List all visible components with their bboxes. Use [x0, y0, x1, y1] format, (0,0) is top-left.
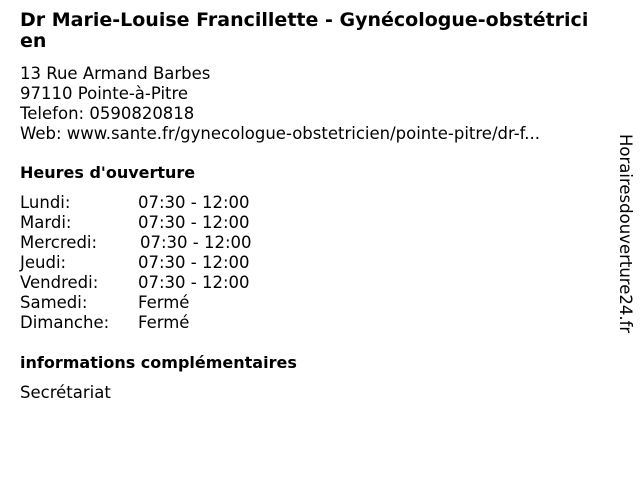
- info-heading: informations complémentaires: [20, 353, 297, 372]
- day-label: Mardi:: [20, 213, 72, 232]
- opening-hours-table: [20, 193, 252, 333]
- page-title: Dr Marie-Louise Francillette - Gynécologue-obstétricien: [20, 9, 589, 52]
- hours-row-sunday: [20, 313, 252, 333]
- day-label: Samedi:: [20, 293, 88, 312]
- website-link[interactable]: Web: www.sante.fr/gynecologue-obstetricien/pointe-pitre/dr-f...: [20, 124, 540, 143]
- city-address: 97110 Pointe-à-Pitre: [20, 84, 189, 103]
- street-address: 13 Rue Armand Barbes: [20, 64, 211, 83]
- hours-row-monday: [20, 193, 252, 213]
- time-value: Fermé: [138, 313, 190, 332]
- time-value: 07:30 - 12:00: [138, 213, 250, 232]
- hours-row-thursday: [20, 253, 252, 273]
- hours-row-friday: [20, 273, 252, 293]
- day-label: Jeudi:: [20, 253, 67, 272]
- time-value: 07:30 - 12:00: [138, 273, 250, 292]
- day-label: Mercredi:: [20, 233, 98, 252]
- day-label: Vendredi:: [20, 273, 99, 292]
- address-block: [20, 64, 600, 144]
- time-value: Fermé: [138, 293, 190, 312]
- hours-row-wednesday: [20, 233, 252, 253]
- phone-number: Telefon: 0590820818: [20, 104, 195, 123]
- time-value: 07:30 - 12:00: [138, 253, 250, 272]
- info-text: Secrétariat: [20, 383, 111, 402]
- side-brand-label[interactable]: Horairesdouverture24.fr: [616, 134, 635, 334]
- hours-heading: Heures d'ouverture: [20, 163, 196, 182]
- hours-row-tuesday: [20, 213, 252, 233]
- time-value: 07:30 - 12:00: [138, 193, 250, 212]
- day-label: Lundi:: [20, 193, 71, 212]
- day-label: Dimanche:: [20, 313, 110, 332]
- time-value: 07:30 - 12:00: [140, 233, 252, 252]
- hours-row-saturday: [20, 293, 252, 313]
